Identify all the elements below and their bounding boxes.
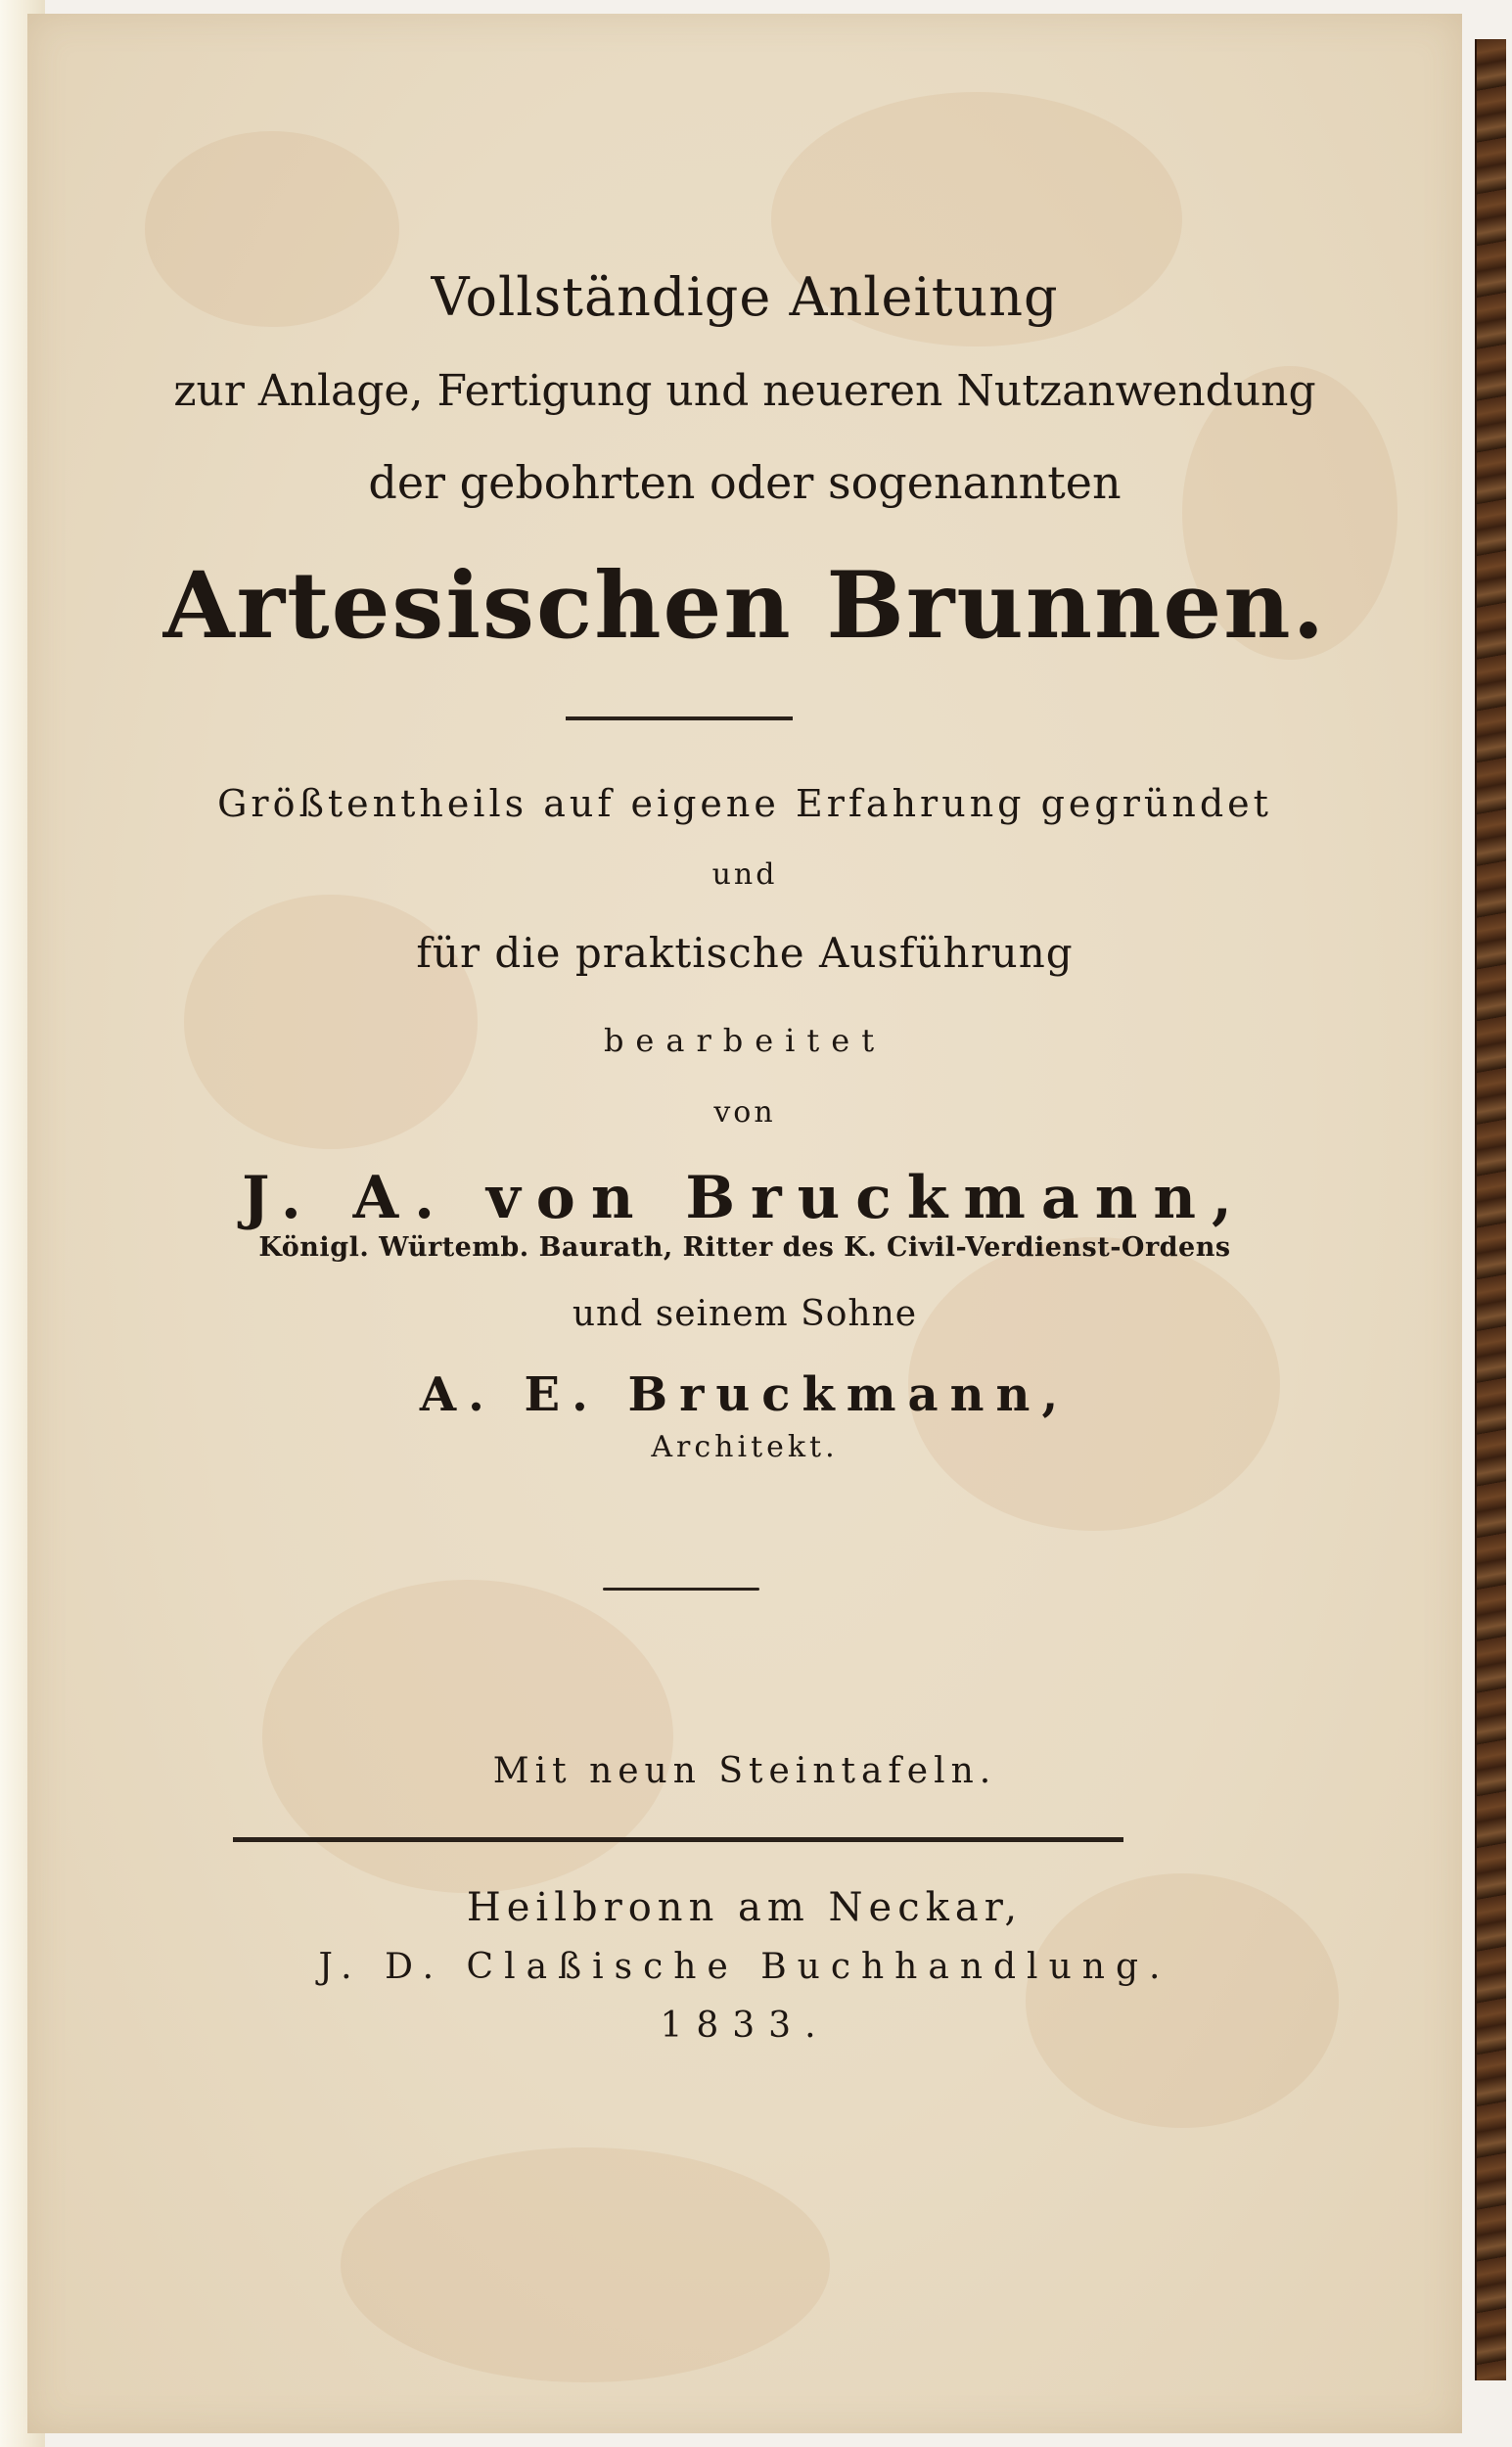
subtitle-line-2: und [711, 857, 778, 892]
title-page [27, 14, 1462, 2433]
subtitle-line-4: bearbeitet [603, 1022, 887, 1059]
divider-rule [566, 716, 793, 720]
imprint-rule [233, 1837, 1123, 1842]
subtitle-line-3: für die praktische Ausführung [416, 929, 1074, 977]
ornament-rule [603, 1588, 759, 1591]
book-binding [1475, 39, 1506, 2380]
plates-note: Mit neun Steintafeln. [492, 1751, 997, 1791]
author-2-title: Architekt. [651, 1430, 839, 1464]
subtitle-line-5: von [713, 1095, 776, 1130]
author-1-name: J. A. von Bruckmann, [242, 1164, 1248, 1232]
title-line-1: Vollständige Anleitung [431, 266, 1059, 328]
author-connector: und seinem Sohne [572, 1294, 918, 1334]
imprint-year: 1833. [660, 2006, 830, 2046]
main-title: Artesischen Brunnen. [162, 552, 1327, 660]
imprint-publisher: J. D. Claßische Buchhandlung. [318, 1947, 1171, 1987]
author-2-name: A. E. Bruckmann, [419, 1367, 1071, 1422]
title-line-3: der gebohrten oder sogenannten [368, 456, 1122, 509]
imprint-place: Heilbronn am Neckar, [466, 1885, 1024, 1930]
title-line-2: zur Anlage, Fertigung und neueren Nutzanwendung [173, 366, 1316, 416]
author-1-title: Königl. Würtemb. Baurath, Ritter des K. Civil-Verdienst-Ordens [258, 1232, 1231, 1263]
subtitle-line-1: Größtentheils auf eigene Erfahrung gegründet [217, 782, 1272, 825]
